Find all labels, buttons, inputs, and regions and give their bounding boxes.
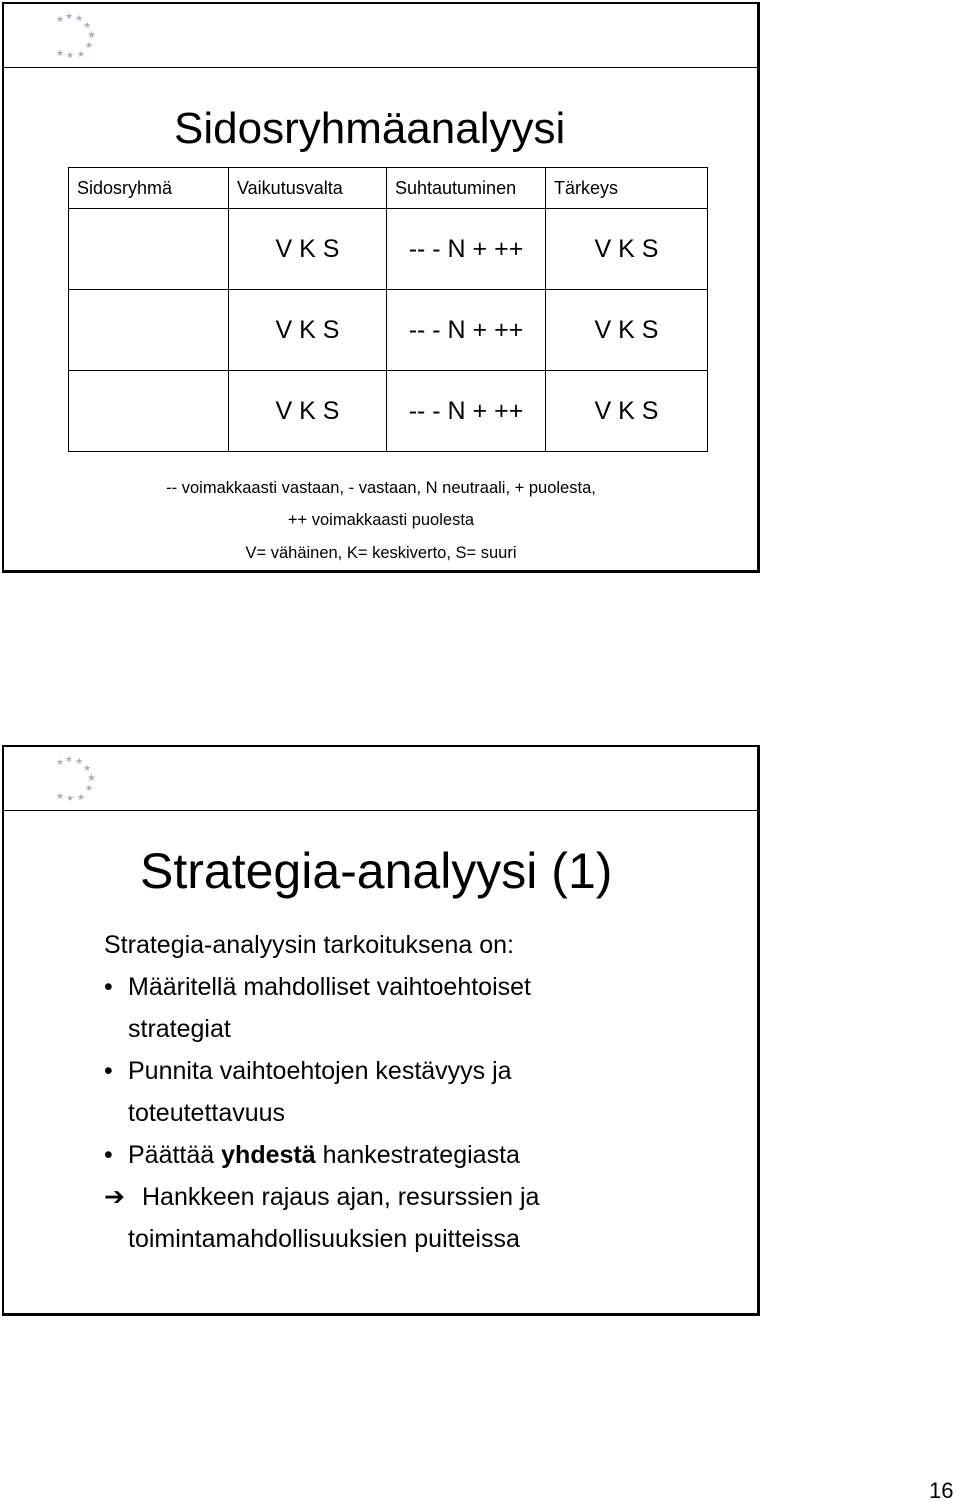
table-cell [69, 290, 229, 371]
table-cell: -- - N + ++ [387, 371, 546, 452]
list-item-continuation: strategiat [128, 1015, 231, 1043]
bullet-icon: • [104, 1057, 113, 1085]
table-cell: V K S [229, 290, 387, 371]
list-item-continuation: toteutettavuus [128, 1099, 286, 1127]
intro-text: Strategia-analyysin tarkoituksena on: [104, 931, 514, 959]
slide-header [4, 747, 757, 811]
text-span: Päättää [128, 1141, 222, 1169]
svg-text:★: ★ [56, 14, 65, 24]
table-cell: -- - N + ++ [387, 290, 546, 371]
svg-text:★: ★ [75, 756, 84, 766]
list-item-text: Määritellä mahdolliset vaihtoehtoiset [128, 973, 531, 1001]
table-row [69, 290, 708, 371]
page-number: 16 [929, 1478, 954, 1503]
svg-text:★: ★ [56, 791, 65, 801]
text-span: hankestrategiasta [315, 1141, 520, 1169]
table-cell [69, 371, 229, 452]
svg-text:★: ★ [75, 13, 84, 23]
table-cell: V K S [229, 371, 387, 452]
table-cell [69, 209, 229, 290]
header-tarkeys: Tärkeys [546, 168, 708, 209]
table-cell: V K S [546, 290, 708, 371]
svg-text:★: ★ [66, 50, 75, 60]
header-suhtautuminen: Suhtautuminen [387, 168, 546, 209]
table-header-row [69, 168, 708, 209]
svg-text:★: ★ [87, 773, 96, 784]
table-row [69, 371, 708, 452]
list-item-text [104, 1141, 520, 1169]
svg-text:★: ★ [65, 754, 74, 764]
table-cell: V K S [229, 209, 387, 290]
slide-header [4, 4, 757, 68]
list-item [104, 1134, 539, 1176]
header-vaikutusvalta: Vaikutusvalta [229, 168, 387, 209]
svg-text:★: ★ [66, 793, 75, 803]
svg-text:★: ★ [65, 11, 74, 21]
legend-line: V= vähäinen, K= keskiverto, S= suuri [245, 544, 517, 562]
slide-title: Strategia-analyysi (1) [140, 843, 613, 899]
svg-text:★: ★ [83, 763, 92, 773]
table-row [69, 209, 708, 290]
slide-title: Sidosryhmäanalyysi [174, 104, 566, 153]
arrow-right-icon: ➔ [104, 1183, 125, 1211]
table-cell: -- - N + ++ [387, 209, 546, 290]
bullet-icon: • [104, 1141, 113, 1169]
eu-stars-logo-icon [50, 753, 102, 805]
list-item-text: Punnita vaihtoehtojen kestävyys ja [128, 1057, 512, 1085]
svg-text:★: ★ [56, 757, 65, 767]
arrow-item-continuation: toimintamahdollisuuksien puitteissa [128, 1225, 520, 1253]
svg-text:★: ★ [87, 30, 96, 41]
svg-text:★: ★ [85, 40, 94, 50]
table-cell: V K S [546, 371, 708, 452]
list-item [104, 966, 539, 1008]
stakeholder-table [68, 167, 708, 452]
list-item [104, 1050, 539, 1092]
legend-line: ++ voimakkaasti puolesta [287, 511, 475, 529]
svg-text:★: ★ [77, 792, 86, 802]
bullet-icon: • [104, 973, 113, 1001]
slide-body [104, 924, 539, 1260]
emphasis-text: yhdestä [221, 1141, 316, 1169]
svg-text:★: ★ [83, 20, 92, 30]
svg-text:★: ★ [85, 783, 94, 793]
svg-text:★: ★ [56, 48, 65, 58]
eu-stars-logo-icon [50, 10, 102, 62]
arrow-item [104, 1176, 539, 1218]
svg-text:★: ★ [77, 49, 86, 59]
arrow-item-text: Hankkeen rajaus ajan, resurssien ja [142, 1183, 540, 1211]
table-cell: V K S [546, 209, 708, 290]
legend-line: -- voimakkaasti vastaan, - vastaan, N neutraali, + puolesta, [166, 479, 596, 497]
header-sidosryhma: Sidosryhmä [69, 168, 229, 209]
